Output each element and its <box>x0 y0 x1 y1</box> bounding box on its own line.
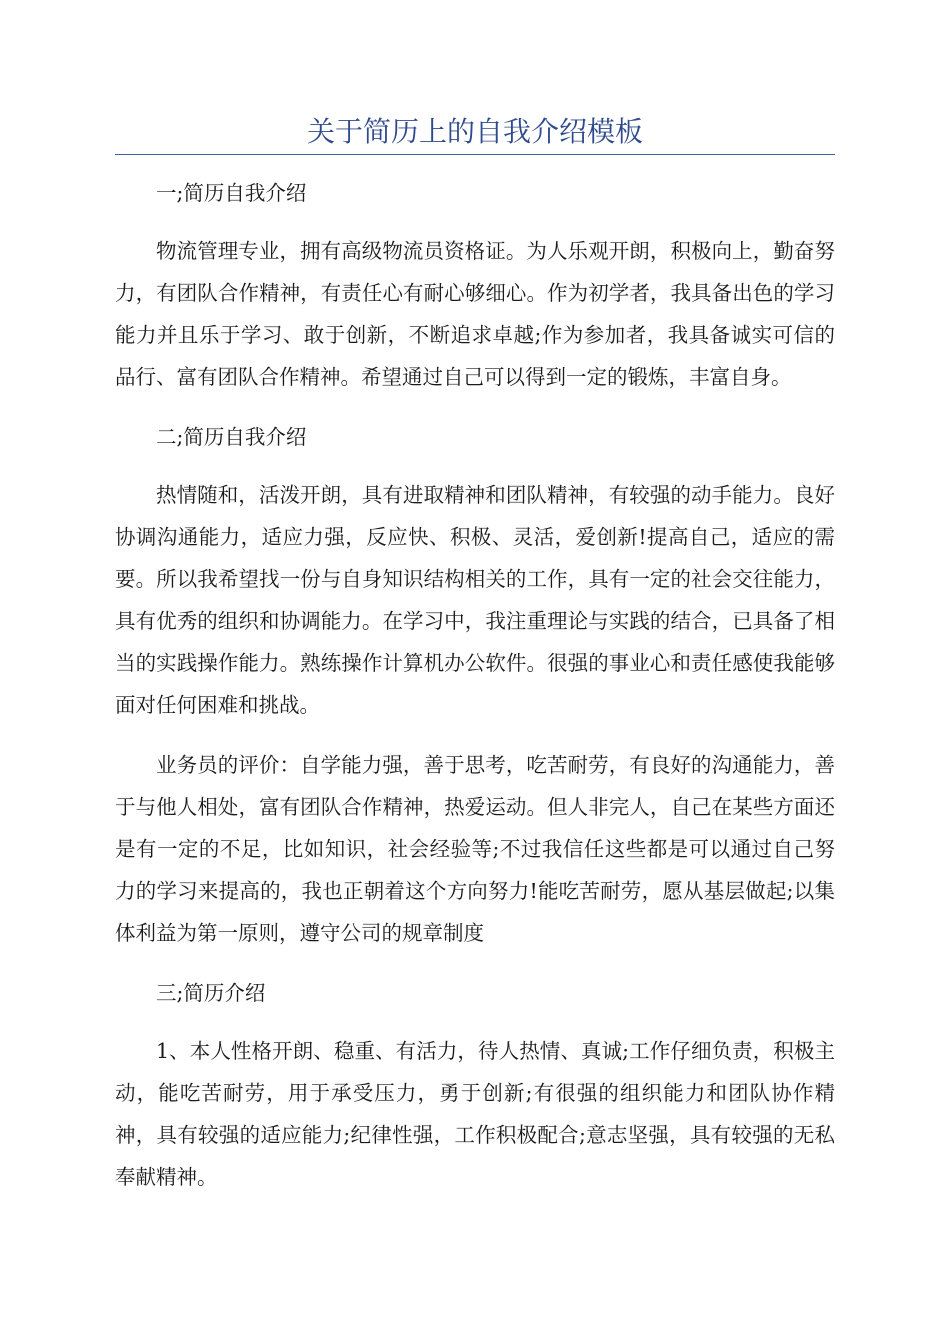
section-heading-1: 一;简历自我介绍 <box>156 181 307 205</box>
paragraph-2: 热情随和，活泼开朗，具有进取精神和团队精神，有较强的动手能力。良好协调沟通能力，适应力强，反应快、积极、灵活，爱创新!提高自己，适应的需要。所以我希望找一份与自身知识结构相关的工作，具有一定的社会交往能力，具有优秀的组织和协调能力。在学习中，我注重理论与实践的结合，已具备了相当的实践操作能力。熟练操作计算机办公软件。很强的事业心和责任感使我能够面对任何困难和挑战。 <box>115 483 835 717</box>
section-heading-3: 三;简历介绍 <box>156 981 266 1005</box>
paragraph-4: 1、本人性格开朗、稳重、有活力，待人热情、真诚;工作仔细负责，积极主动，能吃苦耐劳，用于承受压力，勇于创新;有很强的组织能力和团队协作精神，具有较强的适应能力;纪律性强，工作积极配合;意志坚强，具有较强的无私奉献精神。 <box>115 1039 835 1189</box>
paragraph-1: 物流管理专业，拥有高级物流员资格证。为人乐观开朗，积极向上，勤奋努力，有团队合作精神，有责任心有耐心够细心。作为初学者，我具备出色的学习能力并且乐于学习、敢于创新，不断追求卓越;作为参加者，我具备诚实可信的品行、富有团队合作精神。希望通过自己可以得到一定的锻炼，丰富自身。 <box>115 239 835 389</box>
section-heading-2: 二;简历自我介绍 <box>156 425 307 449</box>
page-title: 关于简历上的自我介绍模板 <box>306 115 643 148</box>
paragraph-3: 业务员的评价：自学能力强，善于思考，吃苦耐劳，有良好的沟通能力，善于与他人相处，富有团队合作精神，热爱运动。但人非完人，自己在某些方面还是有一定的不足，比如知识，社会经验等;不过我信任这些都是可以通过自己努力的学习来提高的，我也正朝着这个方向努力!能吃苦耐劳，愿从基层做起;以集体利益为第一原则，遵守公司的规章制度 <box>115 753 835 945</box>
document-body <box>115 172 835 1216</box>
title-underline <box>115 154 835 155</box>
